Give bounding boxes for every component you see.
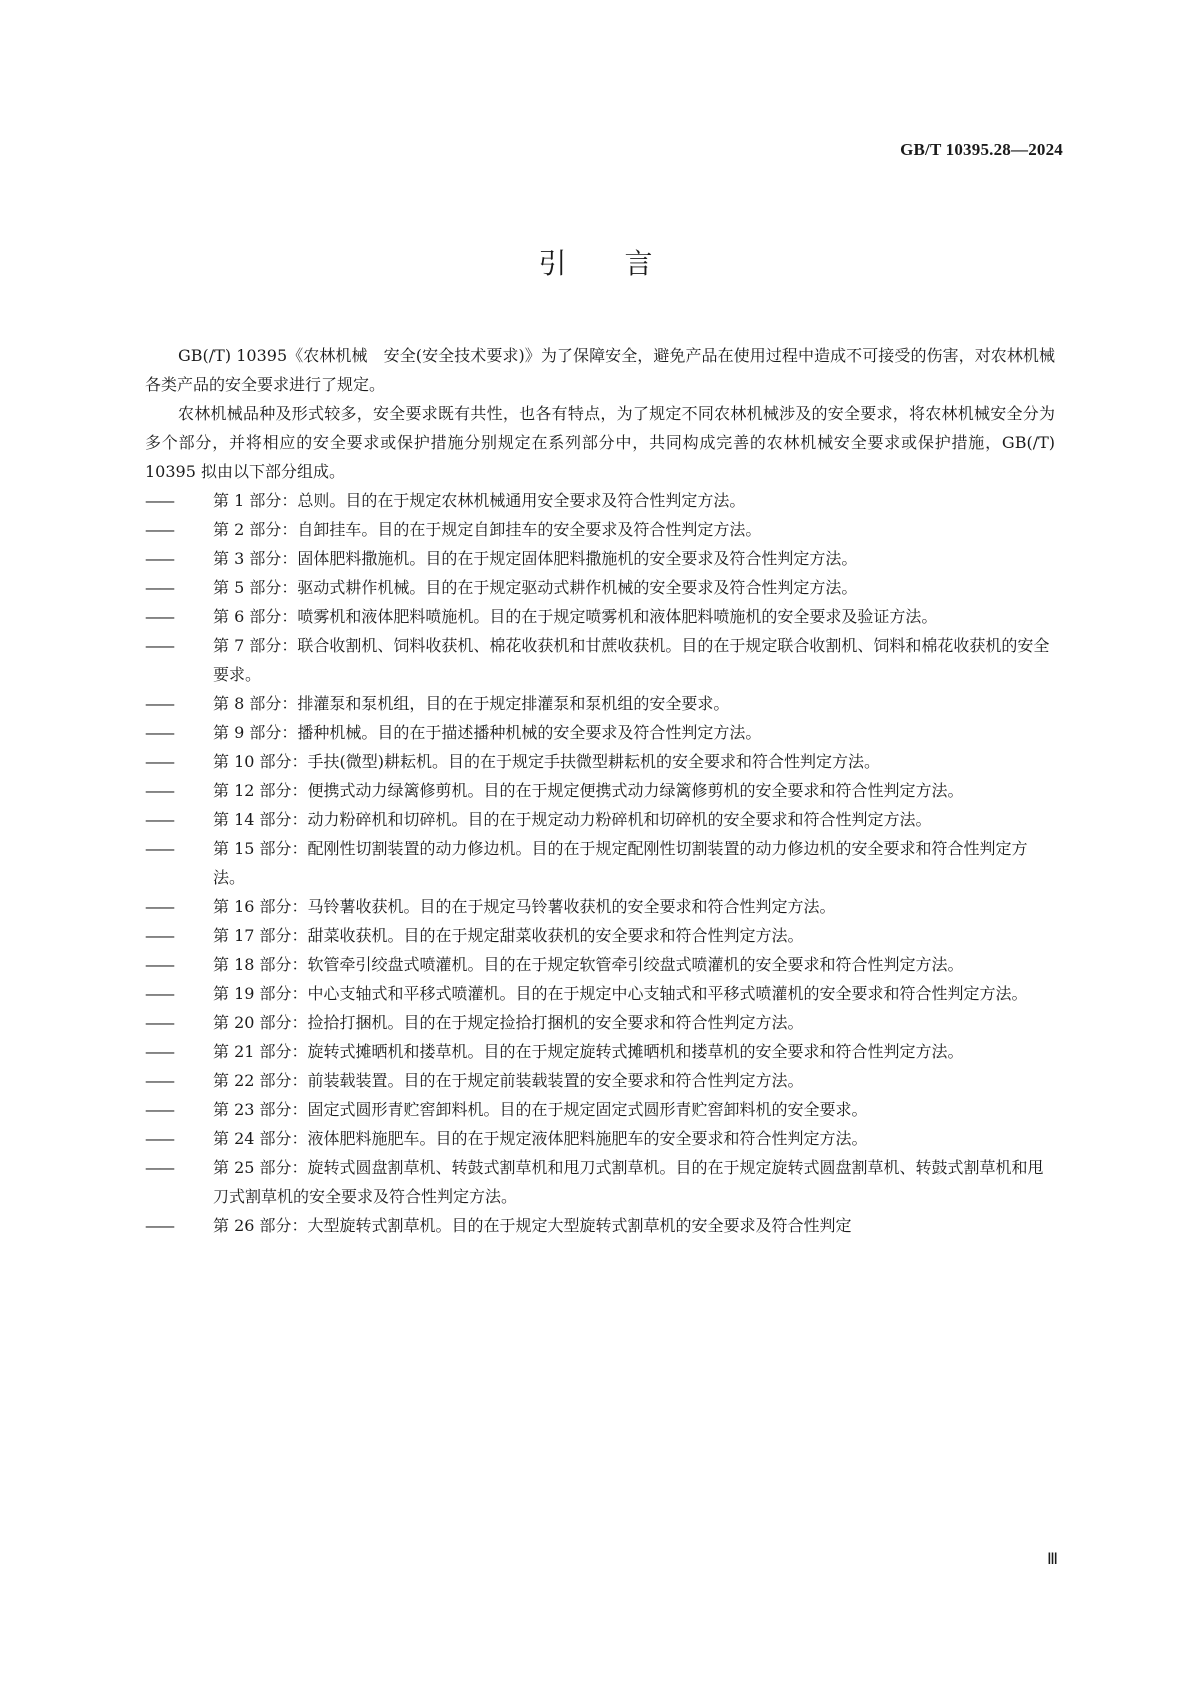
- intro-paragraph: 农林机械品种及形式较多，安全要求既有共性，也各有特点，为了规定不同农林机械涉及的安全要求，将农林机械安全分为多个部分，并将相应的安全要求或保护措施分别规定在系列部分中，共同构成完善的农林机械安全要求或保护措施，GB(/T) 10395 拟由以下部分组成。: [145, 404, 1055, 481]
- part-list-item: [145, 515, 1055, 544]
- part-list-item: [145, 747, 1055, 776]
- part-list-text: 第 10 部分：手扶(微型)耕耘机。目的在于规定手扶微型耕耘机的安全要求和符合性判定方法。: [213, 752, 881, 771]
- part-list-text: 第 15 部分：配刚性切割装置的动力修边机。目的在于规定配刚性切割装置的动力修边机的安全要求和符合性判定方法。: [213, 839, 1028, 887]
- list-dash: ——: [145, 1042, 173, 1061]
- part-list-item: [145, 573, 1055, 602]
- part-list-text: 第 5 部分：驱动式耕作机械。目的在于规定驱动式耕作机械的安全要求及符合性判定方法。: [213, 578, 858, 597]
- part-list-text: 第 16 部分：马铃薯收获机。目的在于规定马铃薯收获机的安全要求和符合性判定方法。: [213, 897, 836, 916]
- part-list-text: 第 21 部分：旋转式摊晒机和搂草机。目的在于规定旋转式摊晒机和搂草机的安全要求和符合性判定方法。: [213, 1042, 964, 1061]
- page-number: Ⅲ: [1046, 1551, 1058, 1568]
- list-dash: ——: [145, 839, 173, 858]
- part-list-text: 第 19 部分：中心支轴式和平移式喷灌机。目的在于规定中心支轴式和平移式喷灌机的安全要求和符合性判定方法。: [213, 984, 1028, 1003]
- part-list-item: [145, 892, 1055, 921]
- list-dash: ——: [145, 897, 173, 916]
- list-dash: ——: [145, 694, 173, 713]
- list-dash: ——: [145, 578, 173, 597]
- part-list-text: 第 20 部分：捡拾打捆机。目的在于规定捡拾打捆机的安全要求和符合性判定方法。: [213, 1013, 804, 1032]
- standard-code: GB/T 10395.28—2024: [900, 140, 1063, 159]
- part-list-item: [145, 834, 1055, 892]
- list-dash: ——: [145, 984, 173, 1003]
- part-list-text: 第 22 部分：前装载装置。目的在于规定前装载装置的安全要求和符合性判定方法。: [213, 1071, 804, 1090]
- part-list-item: [145, 805, 1055, 834]
- part-list-item: [145, 1037, 1055, 1066]
- part-list-item: [145, 1066, 1055, 1095]
- part-list-text: 第 26 部分：大型旋转式割草机。目的在于规定大型旋转式割草机的安全要求及符合性判定: [213, 1216, 852, 1235]
- part-list-text: 第 18 部分：软管牵引绞盘式喷灌机。目的在于规定软管牵引绞盘式喷灌机的安全要求和符合性判定方法。: [213, 955, 964, 974]
- part-list-item: [145, 979, 1055, 1008]
- part-list-item: [145, 950, 1055, 979]
- list-dash: ——: [145, 810, 173, 829]
- part-list-item: [145, 1153, 1055, 1211]
- list-dash: ——: [145, 781, 173, 800]
- part-list-item: [145, 1211, 1055, 1240]
- list-dash: ——: [145, 520, 173, 539]
- part-list-item: [145, 1095, 1055, 1124]
- list-dash: ——: [145, 1158, 173, 1177]
- part-list-item: [145, 631, 1055, 689]
- page-title: 引言: [538, 247, 711, 280]
- list-dash: ——: [145, 491, 173, 510]
- list-dash: ——: [145, 1071, 173, 1090]
- list-dash: ——: [145, 607, 173, 626]
- part-list-text: 第 8 部分：排灌泵和泵机组，目的在于规定排灌泵和泵机组的安全要求。: [213, 694, 730, 713]
- list-dash: ——: [145, 926, 173, 945]
- parts-list: [145, 486, 1055, 1240]
- part-list-text: 第 14 部分：动力粉碎机和切碎机。目的在于规定动力粉碎机和切碎机的安全要求和符合性判定方法。: [213, 810, 932, 829]
- list-dash: ——: [145, 955, 173, 974]
- part-list-text: 第 12 部分：便携式动力绿篱修剪机。目的在于规定便携式动力绿篱修剪机的安全要求和符合性判定方法。: [213, 781, 964, 800]
- list-dash: ——: [145, 1129, 173, 1148]
- part-list-text: 第 23 部分：固定式圆形青贮窖卸料机。目的在于规定固定式圆形青贮窖卸料机的安全要求。: [213, 1100, 868, 1119]
- list-dash: ——: [145, 752, 173, 771]
- part-list-text: 第 7 部分：联合收割机、饲料收获机、棉花收获机和甘蔗收获机。目的在于规定联合收割机、饲料和棉花收获机的安全要求。: [213, 636, 1050, 684]
- part-list-item: [145, 689, 1055, 718]
- part-list-item: [145, 718, 1055, 747]
- part-list-text: 第 3 部分：固体肥料撒施机。目的在于规定固体肥料撒施机的安全要求及符合性判定方法。: [213, 549, 858, 568]
- part-list-text: 第 17 部分：甜菜收获机。目的在于规定甜菜收获机的安全要求和符合性判定方法。: [213, 926, 804, 945]
- intro-paragraph: GB(/T) 10395《农林机械 安全(安全技术要求)》为了保障安全，避免产品在使用过程中造成不可接受的伤害，对农林机械各类产品的安全要求进行了规定。: [145, 346, 1055, 394]
- part-list-item: [145, 776, 1055, 805]
- list-dash: ——: [145, 549, 173, 568]
- list-dash: ——: [145, 1100, 173, 1119]
- part-list-item: [145, 486, 1055, 515]
- part-list-text: 第 6 部分：喷雾机和液体肥料喷施机。目的在于规定喷雾机和液体肥料喷施机的安全要求及验证方法。: [213, 607, 938, 626]
- part-list-text: 第 9 部分：播种机械。目的在于描述播种机械的安全要求及符合性判定方法。: [213, 723, 762, 742]
- list-dash: ——: [145, 723, 173, 742]
- document-body: [145, 341, 1055, 1240]
- part-list-item: [145, 544, 1055, 573]
- part-list-item: [145, 1124, 1055, 1153]
- list-dash: ——: [145, 636, 173, 655]
- list-dash: ——: [145, 1216, 173, 1235]
- part-list-item: [145, 1008, 1055, 1037]
- part-list-item: [145, 602, 1055, 631]
- part-list-text: 第 1 部分：总则。目的在于规定农林机械通用安全要求及符合性判定方法。: [213, 491, 746, 510]
- part-list-text: 第 25 部分：旋转式圆盘割草机、转鼓式割草机和甩刀式割草机。目的在于规定旋转式圆盘割草机、转鼓式割草机和甩刀式割草机的安全要求及符合性判定方法。: [213, 1158, 1044, 1206]
- part-list-item: [145, 921, 1055, 950]
- part-list-text: 第 24 部分：液体肥料施肥车。目的在于规定液体肥料施肥车的安全要求和符合性判定方法。: [213, 1129, 868, 1148]
- part-list-text: 第 2 部分：自卸挂车。目的在于规定自卸挂车的安全要求及符合性判定方法。: [213, 520, 762, 539]
- list-dash: ——: [145, 1013, 173, 1032]
